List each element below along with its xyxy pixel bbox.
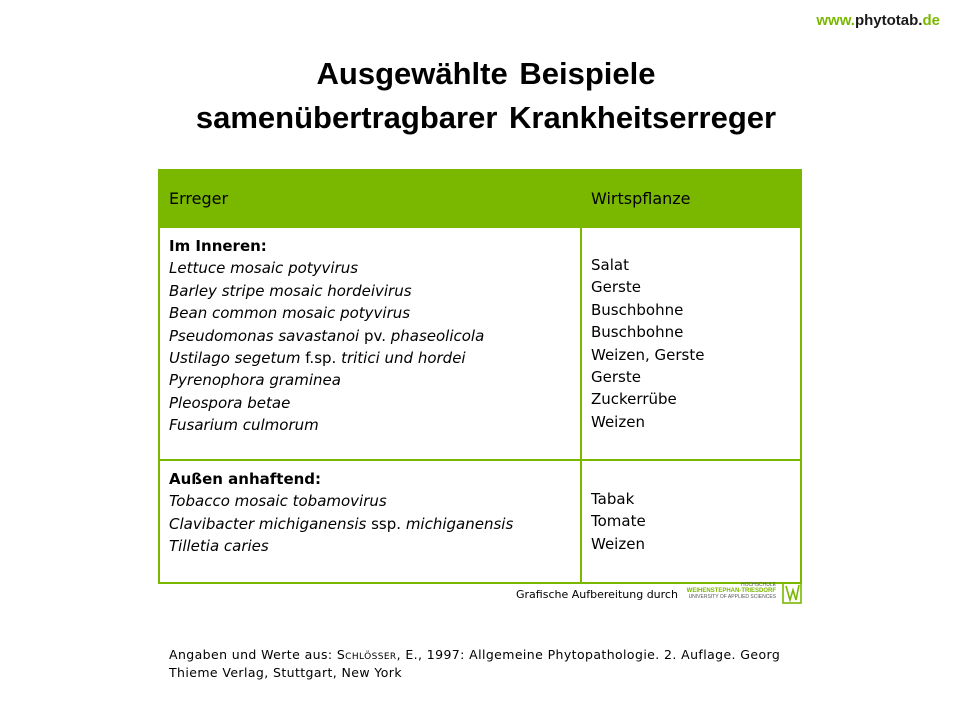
pathogen-name-italic: Bean common mosaic potyvirus: [169, 304, 411, 323]
table-row-group-outer: [159, 460, 801, 583]
host-plant: Tabak: [591, 489, 635, 508]
pathogen-name-italic: Clavibacter michiganensis: [169, 514, 367, 533]
table-row-group-inner: [159, 227, 801, 460]
pathogen-name: [169, 513, 572, 535]
host-plant: Weizen: [591, 534, 645, 553]
pathogen-name-italic: Pleospora betae: [169, 393, 291, 412]
source-citation: [169, 646, 809, 682]
host-plant: Buschbohne: [591, 323, 684, 342]
logo-text: [687, 582, 776, 600]
host-plant: Salat: [591, 255, 629, 274]
logo-line-2: WEIHENSTEPHAN-TRIESDORF: [686, 588, 776, 594]
logo-line-3: UNIVERSITY OF APPLIED SCIENCES: [688, 594, 776, 600]
group-label: Im Inneren:: [169, 237, 267, 255]
host-plant: Weizen: [591, 412, 645, 431]
pathogen-name-qualifier: f.sp.: [300, 349, 342, 368]
pathogen-name-italic: Pyrenophora graminea: [169, 371, 341, 390]
pathogen-name-italic: michiganensis: [405, 514, 514, 533]
pathogen-name-italic: phaseolicola: [390, 326, 485, 345]
pathogen-cell: [159, 227, 581, 460]
title-line-2: samenübertragbarer Krankheitserreger: [195, 100, 777, 135]
pathogen-name: [169, 535, 572, 557]
pathogen-name: [169, 280, 572, 302]
host-plant: Buschbohne: [591, 300, 684, 319]
site-url-prefix: www.: [816, 12, 855, 29]
pathogen-name: [169, 414, 572, 436]
site-url-domain: phytotab.: [854, 12, 923, 29]
pathogen-name: [169, 490, 572, 512]
pathogen-name-italic: Pseudomonas savastanoi: [169, 326, 360, 345]
site-url[interactable]: [816, 12, 940, 29]
title-line-1: Ausgewählte Beispiele: [316, 56, 656, 91]
site-url-tld: de: [922, 12, 940, 29]
pathogen-name-italic: Lettuce mosaic potyvirus: [169, 259, 359, 278]
source-prefix: Angaben und Werte aus:: [169, 647, 337, 662]
pathogen-name-italic: Tobacco mosaic tobamovirus: [169, 492, 387, 511]
pathogen-name-italic: tritici und hordei: [341, 349, 466, 368]
pathogen-name-italic: Fusarium culmorum: [169, 416, 319, 435]
pathogen-cell: [159, 460, 581, 583]
source-author: Schlösser: [336, 647, 397, 662]
source-rest: , E., 1997: Allgemeine Phytopathologie. 2. Auflage. Georg Thieme Verlag, Stuttgart, New York: [169, 647, 781, 680]
header-pathogen: Erreger: [159, 170, 581, 227]
pathogen-name: [169, 392, 572, 414]
pathogen-name-qualifier: pv.: [359, 326, 391, 345]
page-title: [0, 52, 960, 140]
pathogen-name-qualifier: ssp.: [366, 514, 406, 533]
pathogen-table: [158, 169, 802, 584]
pathogen-name: [169, 369, 572, 391]
group-label: Außen anhaftend:: [169, 470, 322, 488]
host-cell: [581, 227, 801, 460]
pathogen-name-italic: Barley stripe mosaic hordeivirus: [169, 281, 412, 300]
pathogen-name: [169, 325, 572, 347]
pathogen-name: [169, 347, 572, 369]
credit-text: Grafische Aufbereitung durch: [516, 588, 678, 601]
university-logo: [686, 582, 802, 604]
logo-mark-icon: [782, 582, 802, 604]
host-plant: Gerste: [591, 367, 641, 386]
pathogen-name: [169, 302, 572, 324]
host-plant: Tomate: [591, 512, 646, 531]
pathogen-name-italic: Tilletia caries: [169, 537, 269, 556]
host-plant: Weizen, Gerste: [591, 345, 705, 364]
host-plant: Zuckerrübe: [591, 390, 677, 409]
table-header-row: [159, 170, 801, 227]
header-host: Wirtspflanze: [581, 170, 801, 227]
logo-line-1: HOCHSCHULE: [740, 582, 776, 588]
pathogen-name-italic: Ustilago segetum: [169, 349, 301, 368]
pathogen-name: [169, 257, 572, 279]
host-plant: Gerste: [591, 278, 641, 297]
host-cell: [581, 460, 801, 583]
